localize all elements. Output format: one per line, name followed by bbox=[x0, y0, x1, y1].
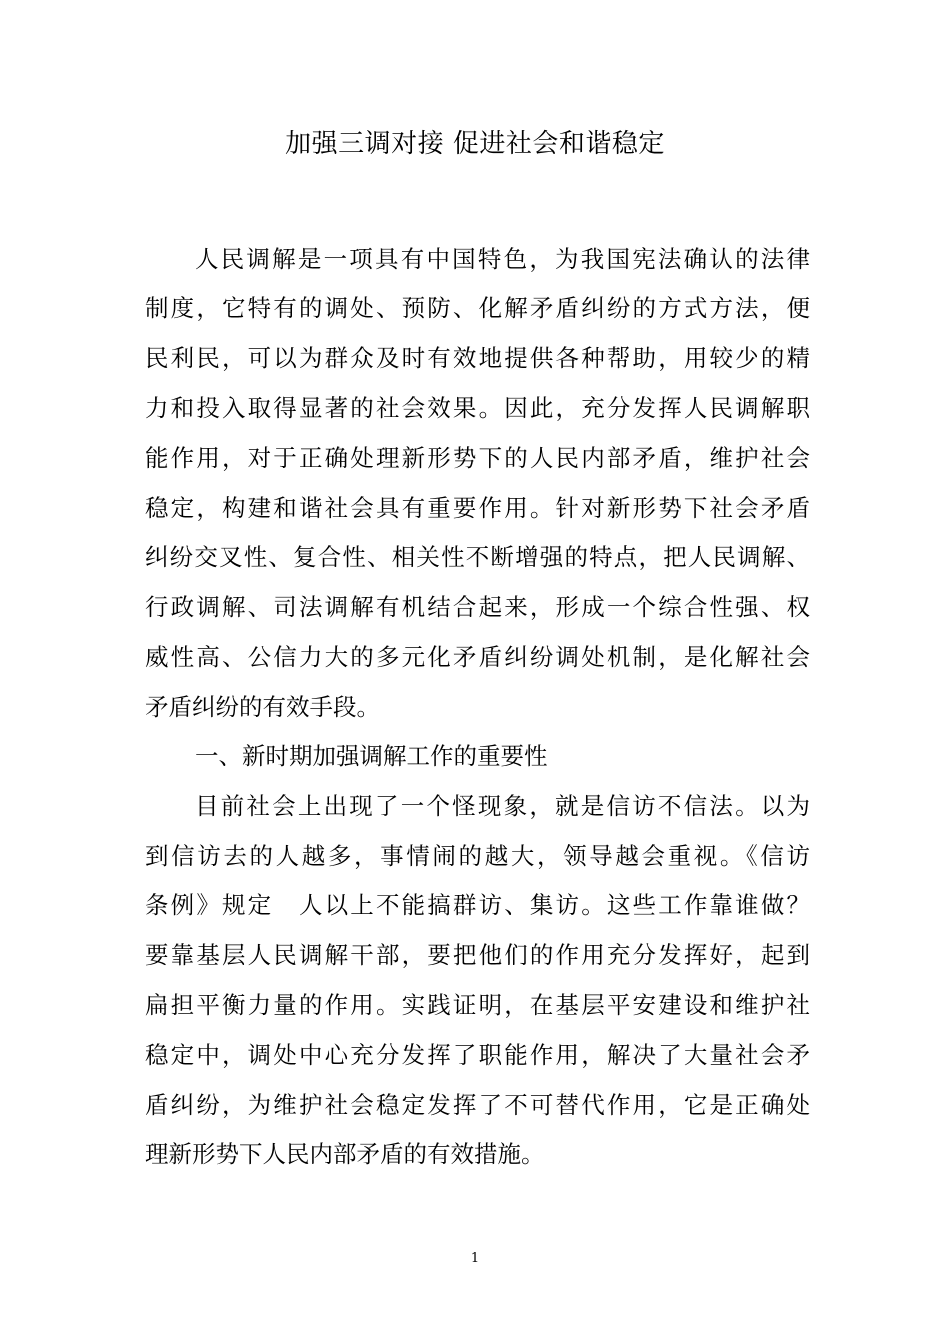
paragraph-2-line-6: 稳定中，调处中心充分发挥了职能作用，解决了大量社会矛 bbox=[145, 1041, 810, 1069]
paragraph-2-line-8: 理新形势下人民内部矛盾的有效措施。 bbox=[145, 1140, 545, 1168]
paragraph-1-line-6: 稳定，构建和谐社会具有重要作用。针对新形势下社会矛盾 bbox=[145, 494, 810, 522]
paragraph-2-line-3: 条例》规定 人以上不能搞群访、集访。这些工作靠谁做？ bbox=[145, 891, 810, 919]
paragraph-1-line-7: 纠纷交叉性、复合性、相关性不断增强的特点，把人民调解、 bbox=[145, 543, 810, 571]
paragraph-2-line-2: 到信访去的人越多，事情闹的越大，领导越会重视。《信访 bbox=[145, 842, 810, 870]
paragraph-1-line-3: 民利民，可以为群众及时有效地提供各种帮助，用较少的精 bbox=[145, 344, 810, 372]
paragraph-1-line-1: 人民调解是一项具有中国特色，为我国宪法确认的法律 bbox=[195, 245, 810, 273]
paragraph-1-line-4: 力和投入取得显著的社会效果。因此，充分发挥人民调解职 bbox=[145, 394, 810, 422]
page-number: 1 bbox=[470, 1251, 480, 1266]
paragraph-2-line-4: 要靠基层人民调解干部，要把他们的作用充分发挥好，起到 bbox=[145, 941, 810, 969]
paragraph-1-line-5: 能作用，对于正确处理新形势下的人民内部矛盾，维护社会 bbox=[145, 444, 810, 472]
paragraph-2-line-7: 盾纠纷，为维护社会稳定发挥了不可替代作用，它是正确处 bbox=[145, 1091, 810, 1119]
section-heading-1: 一、新时期加强调解工作的重要性 bbox=[195, 742, 548, 770]
paragraph-1-line-10: 矛盾纠纷的有效手段。 bbox=[145, 693, 380, 721]
paragraph-1-line-2: 制度，它特有的调处、预防、化解矛盾纠纷的方式方法，便 bbox=[145, 294, 810, 322]
paragraph-2-line-5: 扁担平衡力量的作用。实践证明，在基层平安建设和维护社 bbox=[145, 991, 810, 1019]
paragraph-2-line-1: 目前社会上出现了一个怪现象，就是信访不信法。以为 bbox=[195, 792, 810, 820]
document-title: 加强三调对接 促进社会和谐稳定 bbox=[285, 129, 665, 159]
paragraph-1-line-9: 威性高、公信力大的多元化矛盾纠纷调处机制，是化解社会 bbox=[145, 643, 810, 671]
paragraph-1-line-8: 行政调解、司法调解有机结合起来，形成一个综合性强、权 bbox=[145, 593, 810, 621]
